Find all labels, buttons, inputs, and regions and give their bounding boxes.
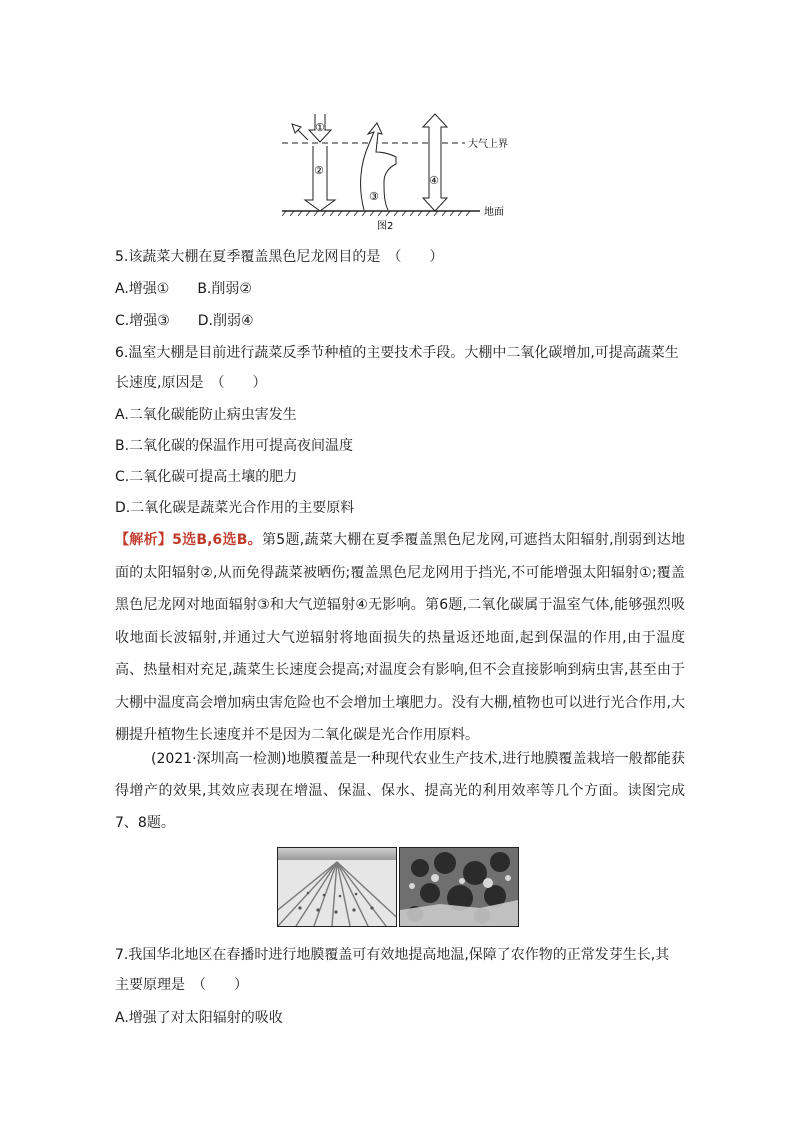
intro-q7-8: (2021·深圳高一检测)地膜覆盖是一种现代农业生产技术,进行地膜覆盖栽培一般都能获得增产的效果,其效应表现在增温、保温、保水、提高光的利用效率等几个方面。读图完成7、8题。 — [115, 751, 685, 831]
explanation-body: 第5题,蔬菜大棚在夏季覆盖黑色尼龙网,可遮挡太阳辐射,削弱到达地面的太阳辐射②,从而免得蔬菜被晒伤;覆盖黑色尼龙网用于挡光,不可能增强太阳辐射①;覆盖黑色尼龙网对地面辐射③和大气逆辐射④无影响。第6题,二氧化碳属于温室气体,能够强烈吸收地面长波辐射,并通过大气逆辐射将地面损失的热量返还地面,起到保温的作用,由于温度高、热量相对充足,蔬菜生长速度会提高;对温度会有影响,但不会直接影响到病虫害,甚至由于大棚中温度高会增加病虫害危险也不会增加土壤肥力。没有大棚,植物也可以进行光合作用,大棚提升植物生长速度并不是因为二氧化碳是光合作用原料。 — [115, 532, 685, 743]
radiation-diagram — [280, 112, 520, 234]
label-circle-4: ④ — [429, 174, 439, 187]
arrow-2-icon — [305, 146, 335, 211]
ground-label: 地面 — [484, 207, 504, 218]
q6-option-d: D.二氧化碳是蔬菜光合作用的主要原料 — [115, 500, 355, 516]
q6-option-a: A.二氧化碳能防止病虫害发生 — [115, 407, 297, 423]
q6-stem-line1: 6.温室大棚是目前进行蔬菜反季节种植的主要技术手段。大棚中二氧化碳增加,可提高蔬菜生 — [115, 345, 679, 361]
q6-option-b: B.二氧化碳的保温作用可提高夜间温度 — [115, 438, 354, 454]
q5-options-cd: C.增强③ D.削弱④ — [115, 313, 254, 329]
label-circle-3: ③ — [369, 190, 379, 203]
seedling-film-photo — [399, 847, 519, 927]
q7-stem-line2: 主要原理是 （ ） — [115, 977, 248, 993]
mulch-field-photo — [277, 847, 397, 927]
q6-option-c: C.二氧化碳可提高土壤的肥力 — [115, 469, 298, 485]
q6-stem-line2: 长速度,原因是 （ ） — [115, 375, 267, 391]
explanation-tag: 【解析】5选B,6选B。 — [115, 532, 262, 548]
upper-atmosphere-label: 大气上界 — [468, 139, 508, 150]
arrow-4-icon — [423, 114, 447, 211]
reflect-arrow-icon — [292, 124, 308, 140]
label-circle-2: ② — [314, 164, 324, 177]
label-circle-1: ① — [315, 121, 325, 134]
q5-options-ab: A.增强① B.削弱② — [115, 281, 252, 297]
q7-option-a: A.增强了对太阳辐射的吸收 — [115, 1010, 283, 1026]
q5-stem: 5.该蔬菜大棚在夏季覆盖黑色尼龙网目的是 （ ） — [115, 249, 444, 265]
figure-caption: 图2 — [377, 221, 394, 232]
explanation — [115, 524, 685, 752]
q7-stem-line1: 7.我国华北地区在春播时进行地膜覆盖可有效地提高地温,保障了农作物的正常发芽生长,其 — [115, 947, 670, 963]
